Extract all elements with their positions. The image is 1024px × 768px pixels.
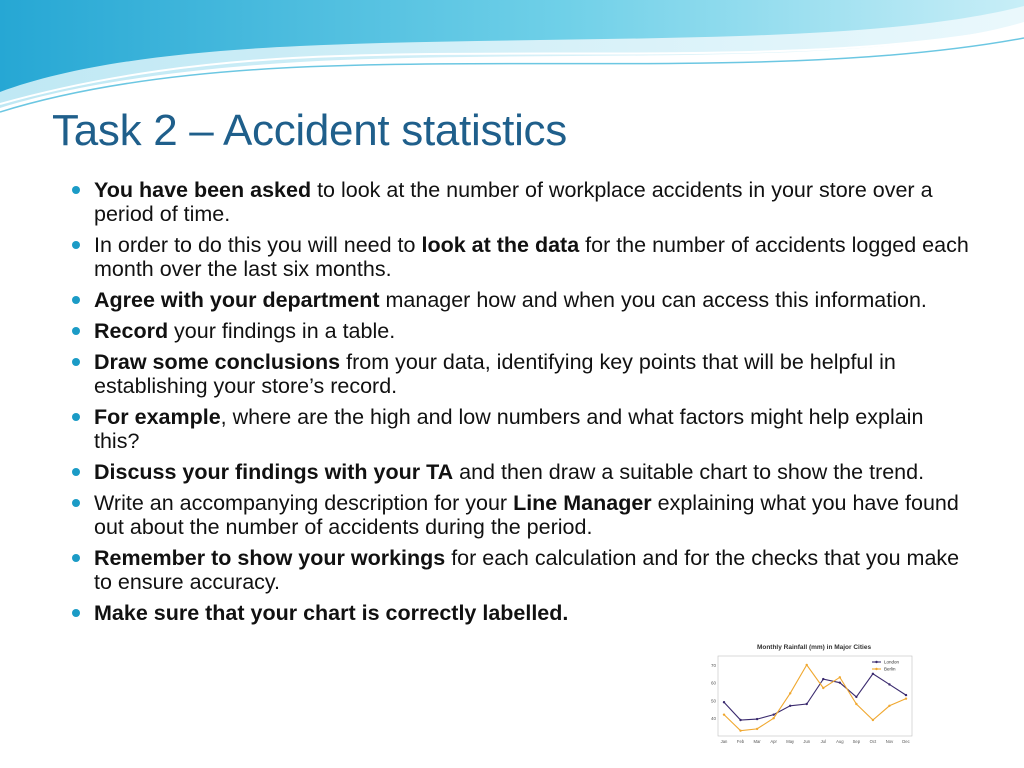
bullet-text: for each calculation and for the checks that you make to ensure accuracy. (94, 546, 960, 594)
bullet-item (70, 460, 970, 484)
bullet-dot-icon (72, 554, 80, 562)
bullet-text: for the number of accidents logged each month over the last six months. (94, 233, 969, 281)
legend-marker (875, 668, 877, 670)
bullet-item (70, 601, 970, 625)
bullet-text: and then draw a suitable chart to show the trend. (453, 460, 925, 484)
x-tick-label: Jan (720, 739, 728, 744)
x-tick-label: May (786, 739, 795, 744)
bullet-dot-icon (72, 296, 80, 304)
x-tick-label: Aug (836, 739, 844, 744)
chart-plot-area (718, 656, 912, 736)
data-point (789, 705, 791, 707)
x-tick-label: Dec (902, 739, 910, 744)
bullet-bold-text: Line Manager (513, 491, 652, 515)
bullet-item (70, 233, 970, 281)
bullet-item (70, 319, 970, 343)
bullet-text: explaining what you have found out about the number of accidents during the period. (94, 491, 959, 539)
data-point (739, 719, 741, 721)
data-point (739, 729, 741, 731)
data-point (905, 694, 907, 696)
data-point (872, 719, 874, 721)
chart-title: Monthly Rainfall (mm) in Major Cities (756, 644, 872, 651)
bullet-text: , where are the high and low numbers and what factors might help explain this? (94, 405, 924, 453)
bullet-dot-icon (72, 186, 80, 194)
bullet-text: manager how and when you can access this information. (379, 288, 927, 312)
bullet-lead-text: Write an accompanying description for your (94, 491, 514, 515)
data-point (888, 705, 890, 707)
bullet-bold-text: You have been asked (94, 178, 312, 202)
data-point (839, 681, 841, 683)
data-point (872, 673, 874, 675)
bullet-item (70, 491, 970, 539)
bullet-bold-text: For example (94, 405, 221, 429)
bullet-dot-icon (72, 413, 80, 421)
bullet-bold-text: Agree with your department (94, 288, 380, 312)
data-point (888, 683, 890, 685)
y-tick-label: 40 (710, 716, 716, 722)
data-point (789, 692, 791, 694)
data-point (855, 703, 857, 705)
y-tick-label: 60 (710, 680, 716, 686)
data-point (756, 718, 758, 720)
bullet-list (70, 178, 970, 632)
bullet-dot-icon (72, 358, 80, 366)
data-point (772, 717, 774, 719)
data-point (756, 728, 758, 730)
bullet-dot-icon (72, 499, 80, 507)
bullet-item (70, 350, 970, 398)
bullet-item (70, 405, 970, 453)
x-tick-label: Sep (852, 739, 861, 744)
legend-label: London (884, 659, 900, 665)
slide-title: Task 2 – Accident statistics (52, 106, 567, 155)
x-tick-label: Apr (770, 739, 777, 744)
legend-marker (875, 661, 877, 663)
bullet-text: to look at the number of workplace accidents in your store over a period of time. (94, 178, 933, 226)
bullet-item (70, 288, 970, 312)
data-point (806, 664, 808, 666)
x-tick-label: Feb (736, 739, 745, 744)
bullet-lead-text: In order to do this you will need to (94, 233, 422, 257)
data-point (839, 676, 841, 678)
bullet-item (70, 546, 970, 594)
bullet-dot-icon (72, 468, 80, 476)
bullet-bold-text: Remember to show your workings (94, 546, 446, 570)
data-point (723, 713, 725, 715)
x-tick-label: Mar (753, 739, 761, 744)
x-tick-label: Jul (820, 739, 826, 744)
data-point (822, 687, 824, 689)
bullet-dot-icon (72, 609, 80, 617)
data-point (723, 701, 725, 703)
data-point (822, 678, 824, 680)
legend-label: Berlin (884, 666, 896, 672)
bullet-text: your findings in a table. (168, 319, 396, 343)
data-point (905, 697, 907, 699)
bullet-item (70, 178, 970, 226)
x-tick-label: Jun (803, 739, 811, 744)
y-tick-label: 70 (710, 662, 716, 668)
y-tick-label: 50 (710, 698, 716, 704)
header-wave-decoration (0, 0, 1024, 120)
data-point (772, 713, 774, 715)
bullet-bold-text: look at the data (421, 233, 580, 257)
data-point (855, 696, 857, 698)
bullet-text: from your data, identifying key points that will be helpful in establishing your store’s record. (94, 350, 896, 398)
bullet-bold-text: Make sure that your chart is correctly labelled. (94, 601, 569, 625)
data-point (806, 703, 808, 705)
bullet-dot-icon (72, 327, 80, 335)
bullet-dot-icon (72, 241, 80, 249)
bullet-bold-text: Record (94, 319, 169, 343)
x-tick-label: Oct (869, 739, 877, 744)
x-tick-label: Nov (885, 739, 894, 744)
bullet-bold-text: Discuss your findings with your TA (94, 460, 454, 484)
bullet-bold-text: Draw some conclusions (94, 350, 341, 374)
line-chart (702, 638, 918, 748)
